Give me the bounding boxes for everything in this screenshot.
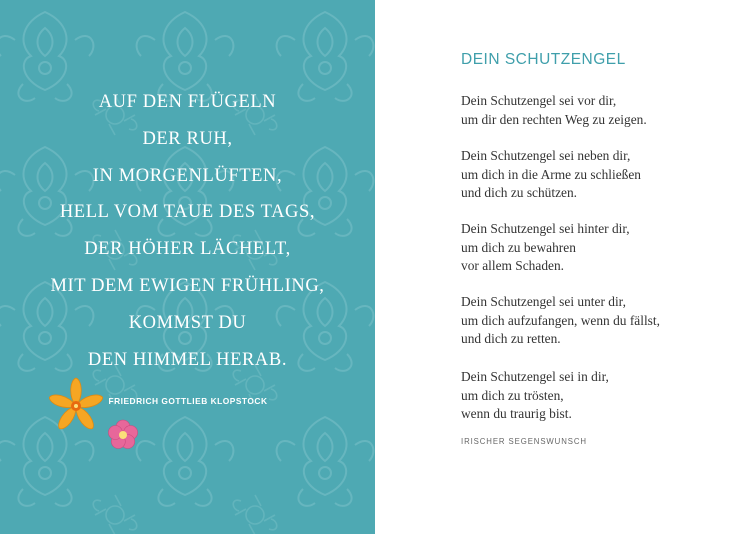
verse-line: und dich zu retten. xyxy=(461,331,561,346)
stanza xyxy=(461,368,609,424)
verse-line: Dein Schutzengel sei unter dir, xyxy=(461,294,626,309)
pink-flower-icon xyxy=(107,419,139,451)
quote-line: DEN HIMMEL HERAB. xyxy=(87,349,288,370)
verse-line: Dein Schutzengel sei neben dir, xyxy=(461,148,631,163)
orange-flower-icon xyxy=(46,376,106,436)
quote-line: MIT DEM EWIGEN FRÜHLING, xyxy=(50,275,325,296)
quote-line: IN MORGENLÜFTEN, xyxy=(92,165,283,186)
right-page xyxy=(375,0,750,534)
verse-line: vor allem Schaden. xyxy=(461,258,564,273)
verse-line: um dich zu trösten, xyxy=(461,387,564,403)
poem-source: IRISCHER SEGENSWUNSCH xyxy=(461,437,587,446)
verse-line: um dich in die Arme zu schließen xyxy=(461,166,641,182)
verse-line: um dir den rechten Weg zu zeigen. xyxy=(461,111,647,127)
quote-author: FRIEDRICH GOTTLIEB KLOPSTOCK xyxy=(108,396,268,406)
verse-line: und dich zu schützen. xyxy=(461,185,578,200)
stanza xyxy=(461,220,630,276)
quote-line: HELL VOM TAUE DES TAGS, xyxy=(59,202,316,223)
quote-line: KOMMST DU xyxy=(128,312,247,333)
verse-line: Dein Schutzengel sei in dir, xyxy=(461,369,609,384)
verse-line: Dein Schutzengel sei hinter dir, xyxy=(461,221,630,236)
stanza xyxy=(461,293,660,349)
verse-line: Dein Schutzengel sei vor dir, xyxy=(461,93,617,108)
verse-line: um dich aufzufangen, wenn du fällst, xyxy=(461,312,660,328)
quote-line: DER RUH, xyxy=(142,128,233,149)
quote-block xyxy=(0,84,375,378)
quote-line: AUF DEN FLÜGELN xyxy=(98,92,277,112)
verse-line: um dich zu bewahren xyxy=(461,239,576,255)
poem-title: DEIN SCHUTZENGEL xyxy=(461,51,626,68)
stanza xyxy=(461,147,641,203)
stanza xyxy=(461,92,647,129)
quote-line: DER HÖHER LÄCHELT, xyxy=(84,239,291,260)
verse-line: wenn du traurig bist. xyxy=(461,406,572,421)
